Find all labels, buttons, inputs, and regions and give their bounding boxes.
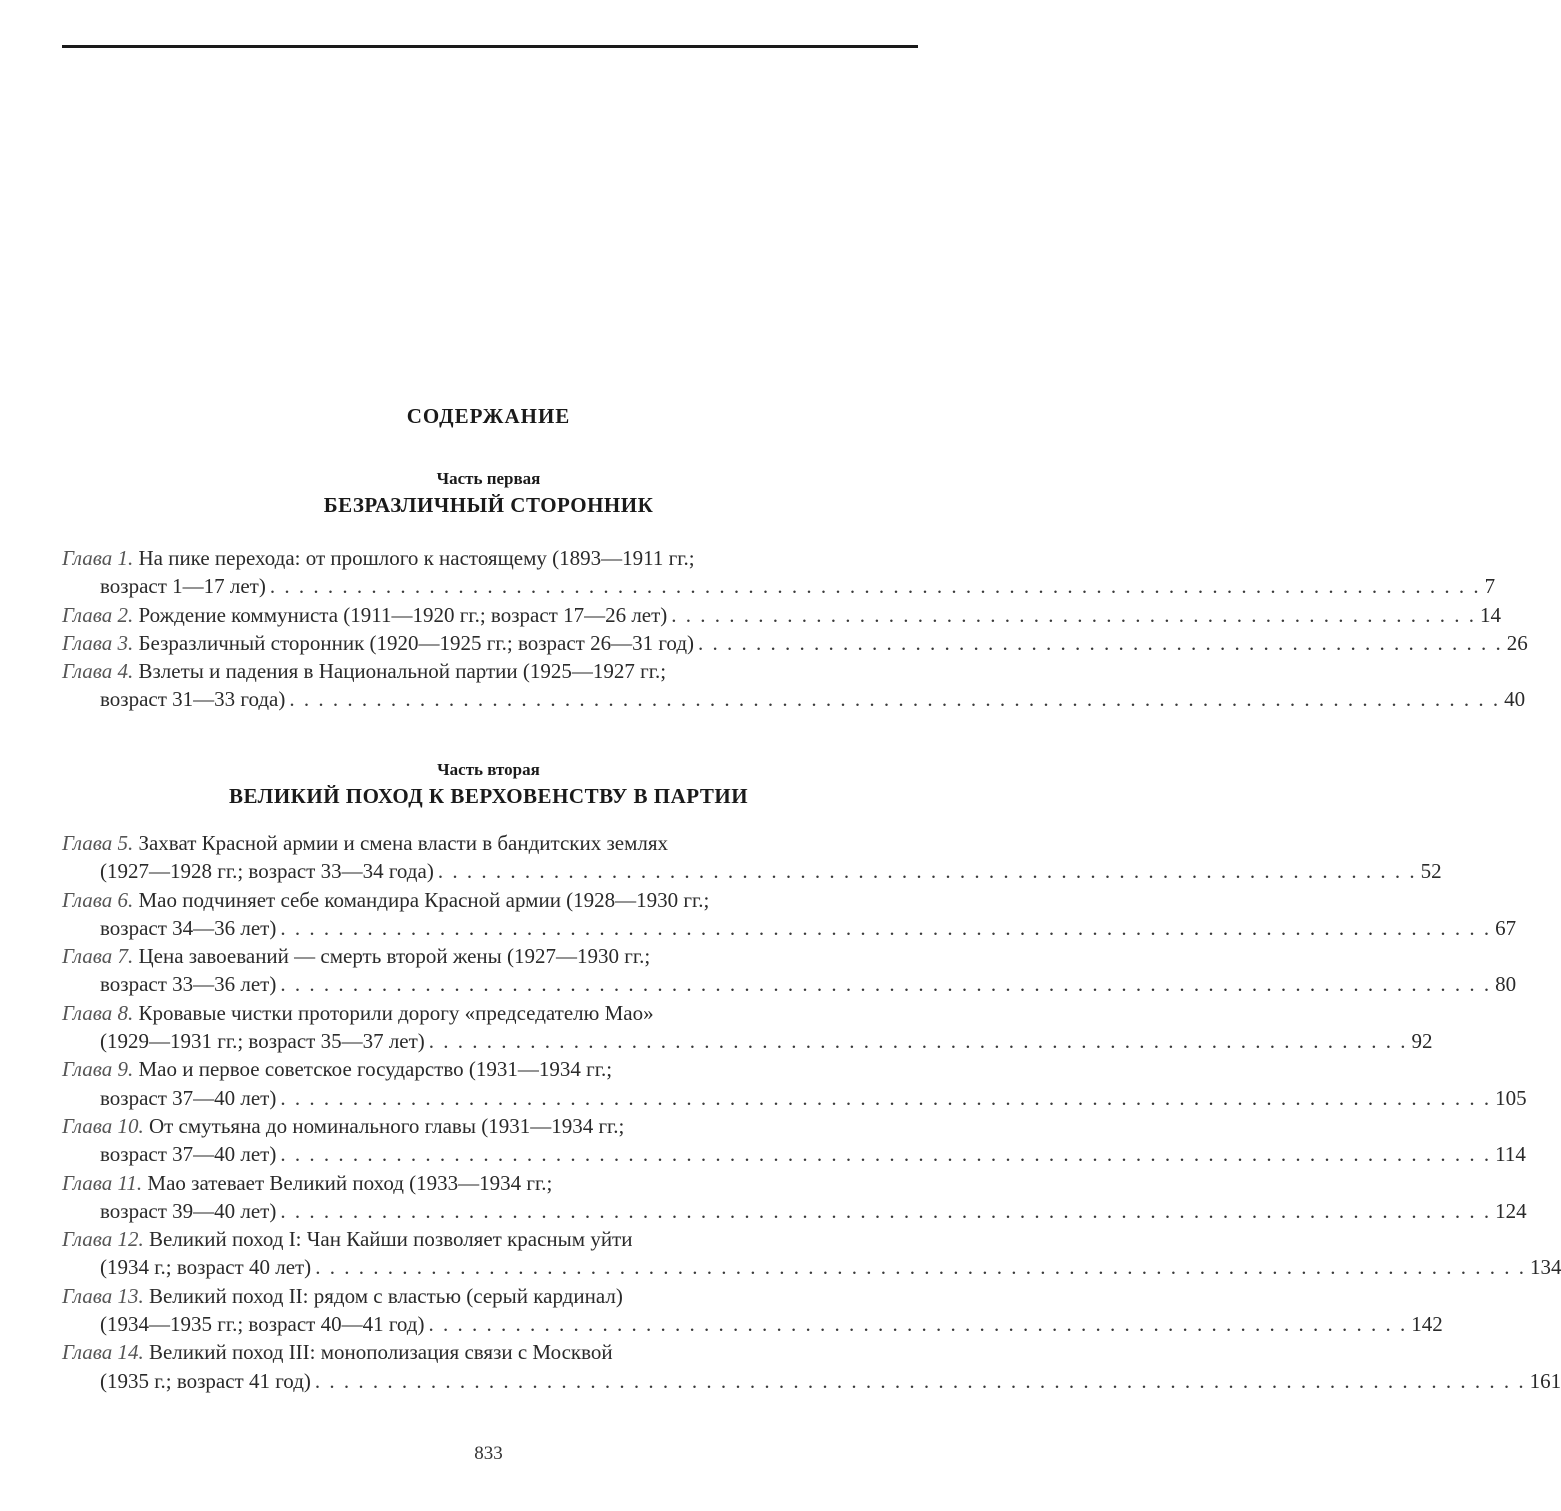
chapter-label: Глава 7. (62, 944, 134, 969)
chapter-title-cont: возраст 37—40 лет) (100, 1142, 277, 1167)
page-ref: 7 (1484, 574, 1496, 599)
chapter-title: От смутьяна до номинального главы (1931—1934 гг.; (148, 1113, 625, 1138)
chapter-entry-13[interactable] (62, 1282, 916, 1310)
chapter-label: Глава 2. (62, 602, 134, 627)
part-heading-2 (0, 758, 977, 810)
chapter-heading (62, 601, 667, 629)
chapter-entry-10[interactable] (62, 1112, 916, 1140)
page-ref: 52 (1420, 859, 1442, 884)
toc-title: СОДЕРЖАНИЕ (406, 404, 571, 428)
chapter-label: Глава 1. (62, 546, 134, 570)
page-ref: 26 (1506, 630, 1528, 655)
part-title: ВЕЛИКИЙ ПОХОД К ВЕРХОВЕНСТВУ В ПАРТИИ (228, 784, 749, 808)
chapter-entry-1-cont (62, 572, 1496, 600)
chapter-title: Мао подчиняет себе командира Красной армии (1928—1930 гг.; (138, 887, 710, 912)
chapter-entry-4[interactable] (62, 657, 916, 685)
page-ref: 92 (1411, 1029, 1433, 1054)
leader-dots: . . . . . . . . . . . . . . . . . . . . . . . . . . . . . . . . . . . . . . . . . . . . . . . . . . . . . . . . . . . . . . . . . . . . (428, 1312, 1408, 1337)
page-ref: 105 (1495, 1085, 1527, 1110)
chapter-entry-12[interactable] (62, 1225, 916, 1253)
chapter-title: Захват Красной армии и смена власти в бандитских землях (138, 831, 669, 855)
leader-dots: . . . . . . . . . . . . . . . . . . . . . . . . . . . . . . . . . . . . . . . . . . . . . . . . . . . . . . . . . . . . . . . . . . . . . . . . . . . . . . . . . . . . (280, 1085, 1492, 1110)
chapter-label: Глава 10. (62, 1113, 144, 1138)
toc-list-part-1 (62, 544, 1528, 714)
chapter-entry-7-cont (62, 970, 1517, 998)
chapter-label: Глава 5. (62, 831, 134, 855)
page-ref: 124 (1495, 1198, 1527, 1223)
chapter-entry-10-cont (62, 1140, 1526, 1168)
leader-dots: . . . . . . . . . . . . . . . . . . . . . . . . . . . . . . . . . . . . . . . . . . . . . . . . . . . . . . . . . . . . . . . . . . . . . . . . . . . . . . . . . . . . (315, 1255, 1526, 1280)
part-heading-1 (0, 467, 977, 519)
chapter-entry-3[interactable] (62, 629, 1528, 657)
page-ref: 67 (1495, 915, 1517, 940)
chapter-title: Мао и первое советское государство (1931—1934 гг.; (138, 1057, 613, 1082)
leader-dots: . . . . . . . . . . . . . . . . . . . . . . . . . . . . . . . . . . . . . . . . . . . . . . . . . . . . . . . . . . . . . . . . . . . . . . . . . . . . . . . . . . . . (280, 1142, 1492, 1167)
leader-dots: . . . . . . . . . . . . . . . . . . . . . . . . . . . . . . . . . . . . . . . . . . . . . . . . . . . . . . . . . . . . . . . . . . . . . . . . . . . . . . . . . . . . (280, 1198, 1492, 1223)
chapter-entry-7[interactable] (62, 942, 916, 970)
toc-list-part-2 (62, 829, 1561, 1395)
chapter-title: Великий поход III: монополизация связи с Москвой (148, 1340, 613, 1365)
chapter-title-cont: (1927—1928 гг.; возраст 33—34 года) (100, 859, 434, 884)
leader-dots: . . . . . . . . . . . . . . . . . . . . . . . . . . . . . . . . . . . . . . . . . . . . . . . . . . . . . . . . (671, 602, 1477, 627)
page-ref: 134 (1529, 1255, 1561, 1280)
chapter-label: Глава 14. (62, 1340, 144, 1365)
chapter-title-cont: (1934 г.; возраст 40 лет) (100, 1255, 312, 1280)
part-label: Часть вторая (437, 760, 540, 779)
chapter-title: Кровавые чистки проторили дорогу «председателю Мао» (138, 1000, 654, 1025)
chapter-label: Глава 12. (62, 1227, 144, 1252)
chapter-title-cont: (1934—1935 гг.; возраст 40—41 год) (100, 1312, 425, 1337)
chapter-title: Цена завоеваний — смерть второй жены (1927—1930 гг.; (138, 944, 651, 969)
part-label: Часть первая (436, 469, 541, 488)
chapter-title: Великий поход II: рядом с властью (серый кардинал) (148, 1283, 623, 1308)
chapter-entry-9-cont (62, 1084, 1527, 1112)
header-rule (62, 45, 918, 48)
chapter-entry-5-cont (62, 857, 1442, 885)
page-ref: 142 (1411, 1312, 1443, 1337)
chapter-title-cont: возраст 34—36 лет) (100, 915, 277, 940)
chapter-title: На пике перехода: от прошлого к настоящему (1893—1911 гг.; (138, 546, 695, 570)
page-ref: 40 (1504, 687, 1526, 712)
chapter-label: Глава 9. (62, 1057, 134, 1082)
leader-dots: . . . . . . . . . . . . . . . . . . . . . . . . . . . . . . . . . . . . . . . . . . . . . . . . . . . . . . . . . . . . . . . . . . . . . . . . . . . . . . . . . . . . (314, 1368, 1526, 1393)
page-ref: 114 (1495, 1142, 1526, 1167)
chapter-entry-11[interactable] (62, 1169, 916, 1197)
chapter-entry-11-cont (62, 1197, 1527, 1225)
page-ref: 14 (1480, 602, 1502, 627)
chapter-title-cont: возраст 37—40 лет) (100, 1085, 277, 1110)
chapter-heading (62, 629, 694, 657)
page-number: 833 (474, 1443, 503, 1464)
chapter-entry-12-cont (62, 1253, 1561, 1281)
chapter-label: Глава 11. (62, 1170, 143, 1195)
chapter-entry-9[interactable] (62, 1055, 916, 1083)
chapter-label: Глава 6. (62, 887, 134, 912)
chapter-entry-13-cont (62, 1310, 1443, 1338)
chapter-entry-1[interactable] (62, 544, 916, 572)
part-title: БЕЗРАЗЛИЧНЫЙ СТОРОННИК (323, 493, 654, 517)
chapter-entry-14[interactable] (62, 1338, 916, 1366)
chapter-title-cont: возраст 39—40 лет) (100, 1198, 277, 1223)
chapter-entry-2[interactable] (62, 601, 1502, 629)
leader-dots: . . . . . . . . . . . . . . . . . . . . . . . . . . . . . . . . . . . . . . . . . . . . . . . . . . . . . . . . . . . . . . . . . . . . . . . . . . . . . . . . . . . . (289, 687, 1501, 712)
page-ref: 80 (1495, 972, 1517, 997)
chapter-entry-8[interactable] (62, 999, 916, 1027)
leader-dots: . . . . . . . . . . . . . . . . . . . . . . . . . . . . . . . . . . . . . . . . . . . . . . . . . . . . . . . . . . . . . . . . . . . . (437, 859, 1417, 884)
leader-dots: . . . . . . . . . . . . . . . . . . . . . . . . . . . . . . . . . . . . . . . . . . . . . . . . . . . . . . . . . . . . . . . . . . . . . . . . . . . . . . . . . . . . (269, 574, 1481, 599)
chapter-entry-8-cont (62, 1027, 1433, 1055)
chapter-title: Великий поход I: Чан Кайши позволяет красным уйти (148, 1227, 633, 1252)
chapter-title: Безразличный сторонник (1920—1925 гг.; возраст 26—31 год) (138, 630, 695, 655)
chapter-title: Взлеты и падения в Национальной партии (1925—1927 гг.; (138, 659, 667, 684)
chapter-entry-6-cont (62, 914, 1517, 942)
chapter-entry-4-cont (62, 685, 1526, 713)
chapter-entry-5[interactable] (62, 829, 916, 857)
leader-dots: . . . . . . . . . . . . . . . . . . . . . . . . . . . . . . . . . . . . . . . . . . . . . . . . . . . . . . . . (698, 630, 1503, 655)
chapter-title-cont: возраст 31—33 года) (100, 687, 286, 712)
chapter-entry-6[interactable] (62, 886, 916, 914)
chapter-title-cont: (1929—1931 гг.; возраст 35—37 лет) (100, 1029, 425, 1054)
chapter-entry-14-cont (62, 1367, 1561, 1395)
chapter-title-cont: возраст 1—17 лет) (100, 574, 266, 599)
leader-dots: . . . . . . . . . . . . . . . . . . . . . . . . . . . . . . . . . . . . . . . . . . . . . . . . . . . . . . . . . . . . . . . . . . . . . . . . . . . . . . . . . . . . (280, 972, 1492, 997)
chapter-label: Глава 8. (62, 1000, 134, 1025)
chapter-title: Мао затевает Великий поход (1933—1934 гг.; (147, 1170, 553, 1195)
chapter-title-cont: (1935 г.; возраст 41 год) (100, 1368, 311, 1393)
chapter-label: Глава 13. (62, 1283, 144, 1308)
leader-dots: . . . . . . . . . . . . . . . . . . . . . . . . . . . . . . . . . . . . . . . . . . . . . . . . . . . . . . . . . . . . . . . . . . . . (428, 1029, 1408, 1054)
leader-dots: . . . . . . . . . . . . . . . . . . . . . . . . . . . . . . . . . . . . . . . . . . . . . . . . . . . . . . . . . . . . . . . . . . . . . . . . . . . . . . . . . . . . (280, 915, 1492, 940)
chapter-label: Глава 3. (62, 630, 134, 655)
chapter-title: Рождение коммуниста (1911—1920 гг.; возраст 17—26 лет) (138, 602, 668, 627)
chapter-label: Глава 4. (62, 659, 134, 684)
chapter-title-cont: возраст 33—36 лет) (100, 972, 277, 997)
page-ref: 161 (1529, 1368, 1561, 1393)
